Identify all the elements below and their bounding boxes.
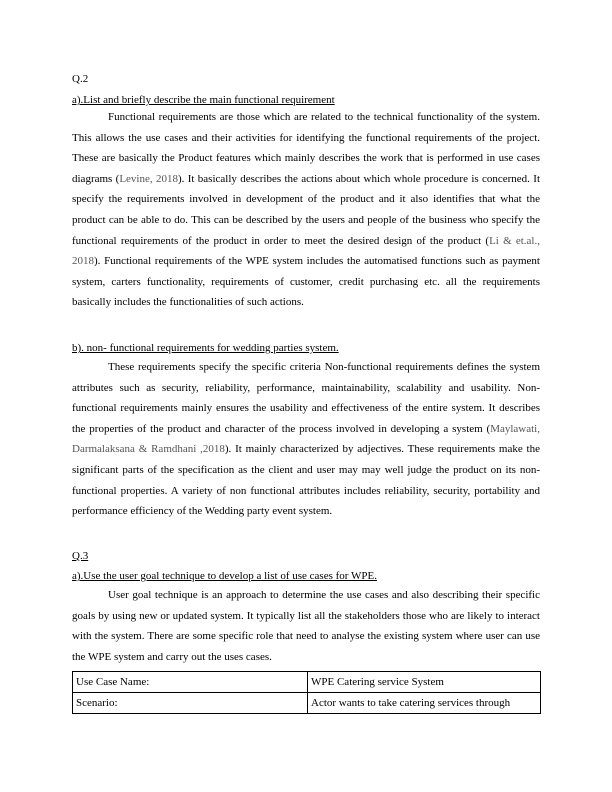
- paragraph-text: Functional requirements are those which are related to the technical functionality of the system. This allows the use cases and their activities for identifying the functional requirements of the project. These are basically the Product features which mainly describes the work that is performed in use cases diagrams (: [72, 111, 540, 185]
- q2-heading: Q.2: [72, 73, 89, 85]
- table-cell-label: Use Case Name:: [73, 672, 308, 693]
- paragraph-text: ). It mainly characterized by adjectives. These requirements make the significant parts of the specification as the client and user may may well judge the product on its non-functional properties. A variety of non functional attributes includes reliability, security, portability and performance efficiency of the Wedding party event system.: [72, 443, 541, 518]
- citation: Li & et.al., 2018: [72, 234, 540, 268]
- table-cell-value: Actor wants to take catering services through: [308, 693, 541, 714]
- q2-nonfunctional-paragraph: [72, 357, 540, 522]
- q2-functional-paragraph: [72, 107, 540, 313]
- table-row: [73, 693, 541, 714]
- q2-a-heading: a).List and briefly describe the main functional requirement: [72, 94, 335, 106]
- citation: Maylawati, Darmalaksana & Ramdhani ,2018: [72, 422, 540, 456]
- q2-b-heading: b). non- functional requirements for wedding parties system.: [72, 342, 339, 354]
- q3-heading: Q.3: [72, 550, 89, 562]
- table-row: [73, 672, 541, 693]
- paragraph-text: ). Functional requirements of the WPE system includes the automatised functions such as payment system, carters functionality, requirements of customer, credit purchasing etc. all the requirements basically includes the functionalities of such actions.: [72, 255, 540, 309]
- paragraph-text: ). It basically describes the actions about which whole procedure is concerned. It specify the requirements involved in development of the product and it also identifies that what the product can be able to do. This can be described by the users and people of the business who specify the functional requirements of the product in order to meet the desired design of the product (: [72, 172, 540, 247]
- citation: Levine, 2018: [119, 172, 178, 185]
- table-cell-value: WPE Catering service System: [308, 672, 541, 693]
- table-cell-label: Scenario:: [73, 693, 308, 714]
- paragraph-text: These requirements specify the specific criteria Non-functional requirements defines the system attributes such as security, reliability, performance, maintainability, scalability and usability. Non-functional requirements mainly ensures the usability and effectiveness of the entire system. It describes the properties of the product and character of the process involved in developing a system (: [72, 361, 540, 435]
- q3-a-heading: a).Use the user goal technique to develop a list of use cases for WPE.: [72, 570, 377, 582]
- q3-user-goal-paragraph: User goal technique is an approach to determine the use cases and also describing their specific goals by using new or updated system. It typically list all the stakeholders those who are likely to interact with the system. There are some specific role that need to analyse the existing system where user can use the WPE system and carry out the uses cases.: [72, 589, 540, 663]
- use-case-table: [72, 671, 541, 714]
